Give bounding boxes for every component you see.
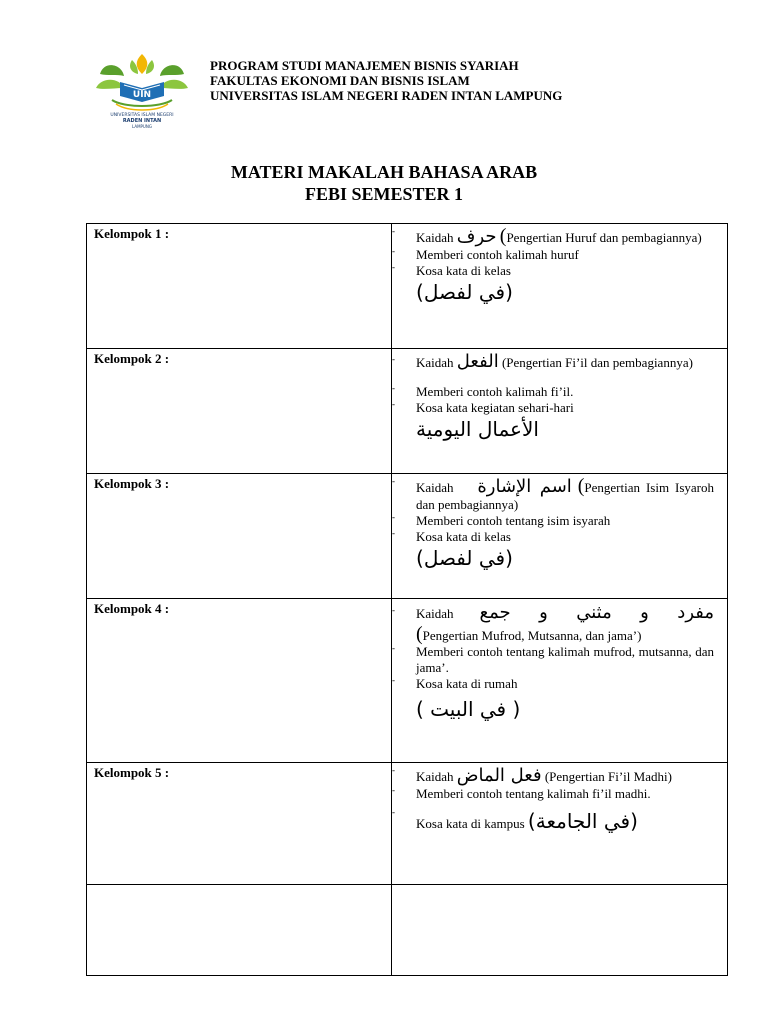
svg-text:UIN: UIN bbox=[132, 90, 152, 100]
group-label: Kelompok 1 : bbox=[87, 224, 392, 349]
group-content bbox=[392, 224, 728, 349]
group-content bbox=[392, 474, 728, 599]
empty-cell bbox=[392, 885, 728, 976]
vocab-arabic: الأعمال اليومية bbox=[416, 417, 539, 441]
vocab-item: - Kosa kata kegiatan sehari-hari bbox=[416, 400, 714, 416]
group-label: Kelompok 3 : bbox=[87, 474, 392, 599]
header-faculty: FAKULTAS EKONOMI DAN BISNIS ISLAM bbox=[210, 73, 470, 88]
header-program: PROGRAM STUDI MANAJEMEN BISNIS SYARIAH bbox=[210, 58, 519, 73]
table-row bbox=[87, 224, 728, 349]
table-row bbox=[87, 349, 728, 474]
document-title: MATERI MAKALAH BAHASA ARAB bbox=[230, 162, 538, 182]
kaidah-arabic: حرف bbox=[456, 226, 497, 247]
table-row bbox=[87, 474, 728, 599]
material-table bbox=[86, 223, 728, 976]
kaidah-item: - Kaidah مفرد و مثني و جمع bbox=[416, 602, 714, 626]
university-emblem-icon bbox=[94, 52, 190, 132]
svg-text:LAMPUNG: LAMPUNG bbox=[132, 124, 152, 129]
kaidah-description: (Pengertian Mufrod, Mutsanna, dan jama’) bbox=[416, 623, 642, 645]
empty-cell bbox=[87, 885, 392, 976]
svg-text:UNIVERSITAS ISLAM NEGERI: UNIVERSITAS ISLAM NEGERI bbox=[110, 113, 174, 118]
vocab-item: - Kosa kata di kampus (في الجامعة) bbox=[416, 808, 714, 834]
group-content bbox=[392, 349, 728, 474]
vocab-item: - Kosa kata di kelas bbox=[416, 263, 714, 279]
svg-text:RADEN INTAN: RADEN INTAN bbox=[122, 118, 162, 124]
institution-header bbox=[210, 58, 562, 103]
university-logo bbox=[94, 52, 190, 132]
kaidah-item: - Kaidah حرف (Pengertian Huruf dan pembagiannya) bbox=[416, 227, 714, 247]
kaidah-arabic: فعل الماض bbox=[456, 765, 542, 786]
table-row-empty bbox=[87, 885, 728, 976]
header-university: UNIVERSITAS ISLAM NEGERI RADEN INTAN LAMPUNG bbox=[210, 88, 563, 103]
example-item: - Memberi contoh tentang kalimah fi’il madhi. bbox=[416, 786, 714, 802]
example-item: - Memberi contoh kalimah huruf bbox=[416, 247, 714, 263]
vocab-arabic: ( في البيت ) bbox=[416, 697, 521, 721]
kaidah-item: - Kaidah الفعل (Pengertian Fi’il dan pembagiannya) bbox=[416, 352, 714, 374]
vocab-item: - Kosa kata di rumah bbox=[416, 676, 714, 692]
example-item: - Memberi contoh tentang kalimah mufrod, mutsanna, dan jama’. bbox=[416, 644, 714, 676]
group-label: Kelompok 4 : bbox=[87, 599, 392, 763]
example-item: - Memberi contoh kalimah fi’il. bbox=[416, 384, 714, 400]
kaidah-item: - Kaidah اسم الإشارة (Pengertian Isim Isyaroh dan pembagiannya) bbox=[416, 477, 714, 513]
kaidah-arabic: اسم الإشارة bbox=[477, 476, 572, 497]
group-content bbox=[392, 763, 728, 885]
kaidah-arabic: مفرد و مثني و جمع bbox=[479, 602, 715, 623]
table-row bbox=[87, 763, 728, 885]
kaidah-item: - Kaidah فعل الماض (Pengertian Fi’il Madhi) bbox=[416, 766, 714, 786]
group-label: Kelompok 5 : bbox=[87, 763, 392, 885]
example-item: - Memberi contoh tentang isim isyarah bbox=[416, 513, 714, 529]
group-content bbox=[392, 599, 728, 763]
document-subtitle: FEBI SEMESTER 1 bbox=[304, 184, 464, 204]
vocab-arabic: (في الجامعة) bbox=[527, 809, 638, 833]
group-label: Kelompok 2 : bbox=[87, 349, 392, 474]
vocab-item: - Kosa kata di kelas bbox=[416, 529, 714, 545]
vocab-arabic: (في لفصل) bbox=[416, 546, 513, 570]
vocab-arabic: (في لفصل) bbox=[416, 280, 513, 304]
kaidah-arabic: الفعل bbox=[456, 351, 499, 372]
table-row bbox=[87, 599, 728, 763]
